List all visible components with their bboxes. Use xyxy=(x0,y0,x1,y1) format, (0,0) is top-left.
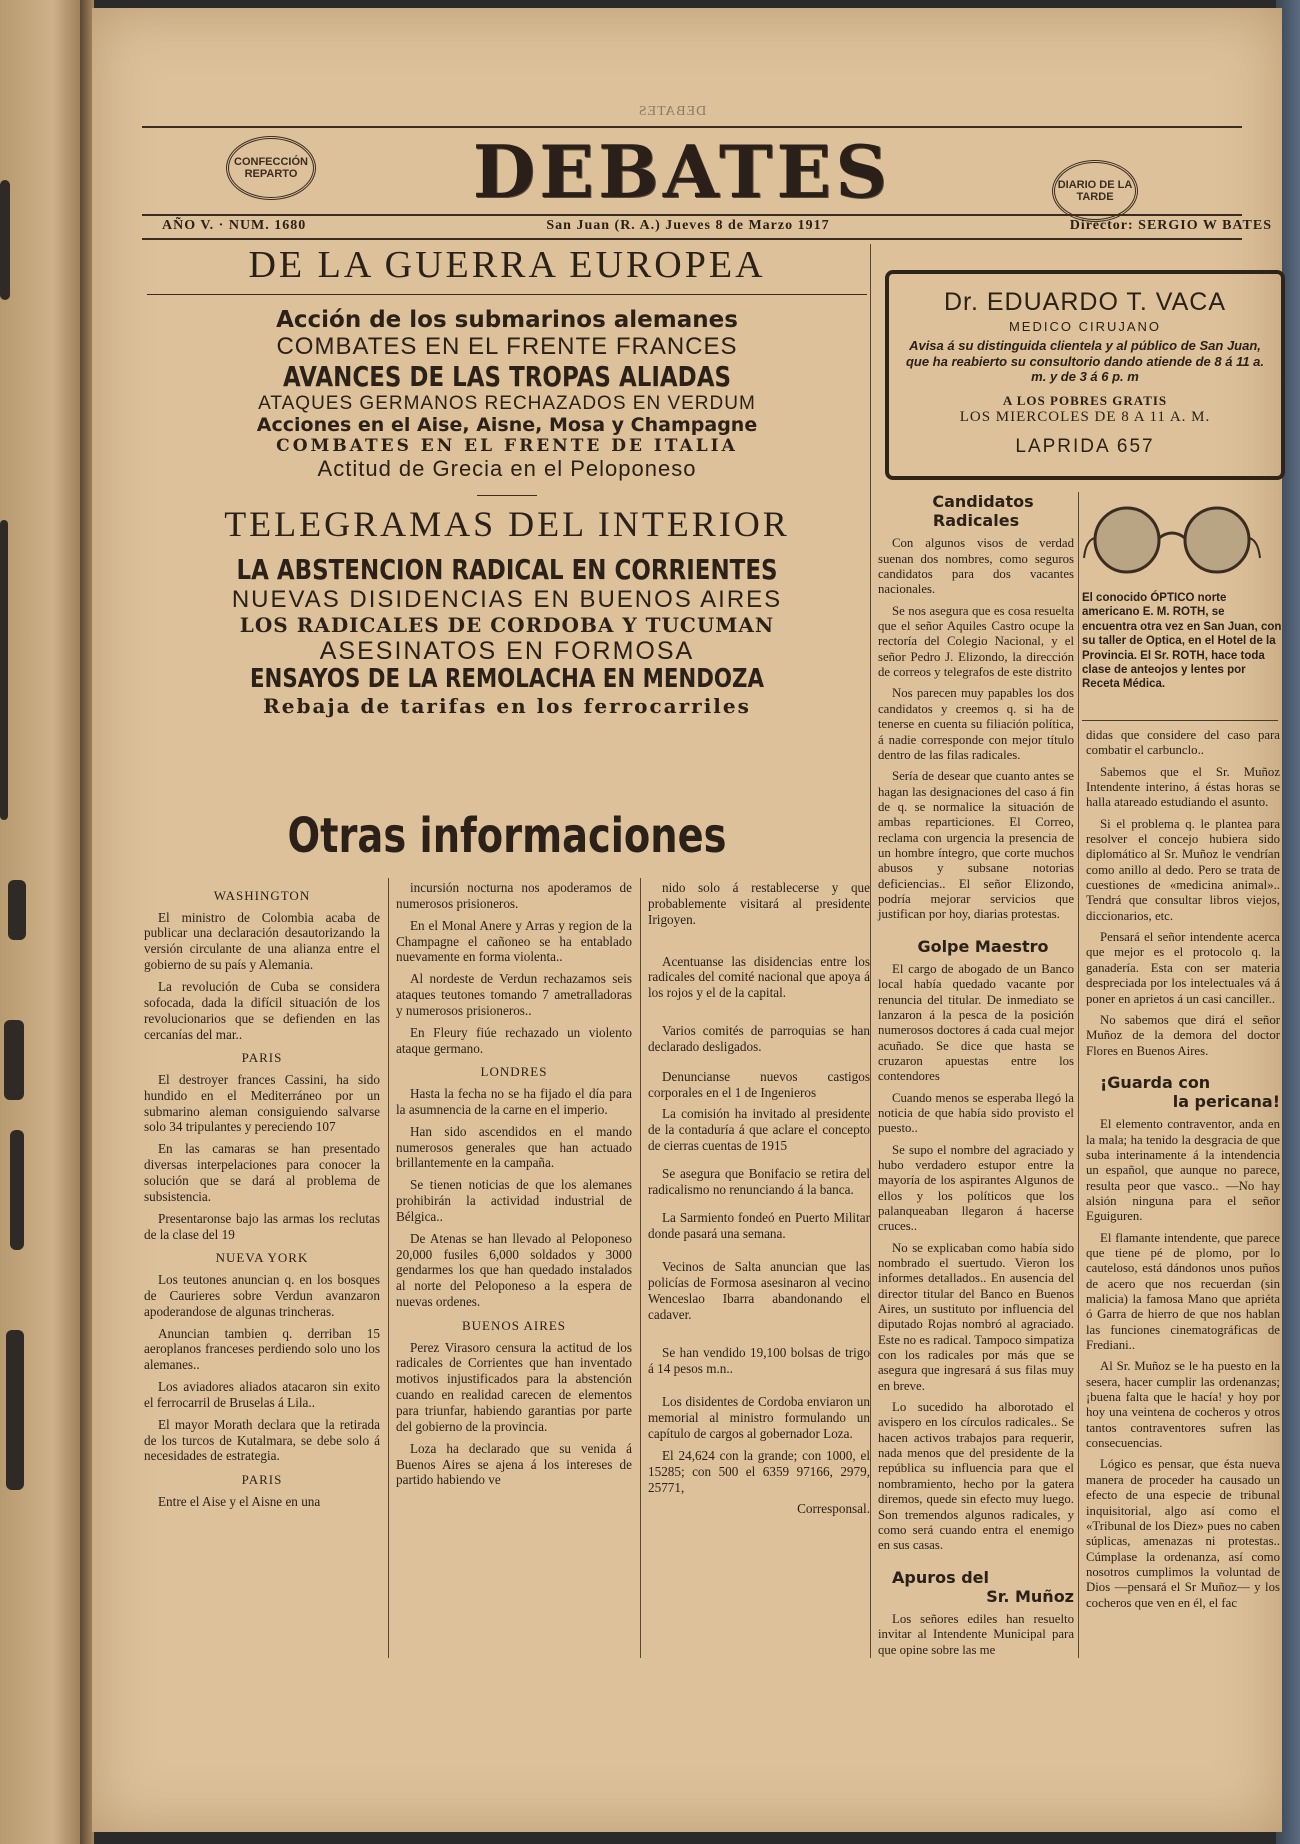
headline: ATAQUES GERMANOS RECHAZADOS EN VERDUM xyxy=(258,392,756,414)
headline: COMBATES EN EL FRENTE FRANCES xyxy=(276,333,738,361)
paragraph: No sabemos que dirá el señor Muñoz de la demora del doctor Flores en Buenos Aires. xyxy=(1086,1012,1280,1058)
newspaper-title: DEBATES xyxy=(472,129,892,214)
dateline-heading: PARIS xyxy=(241,1050,283,1066)
ad-schedule: LOS MIERCOLES DE 8 A 11 A. M. xyxy=(959,408,1211,425)
dateline-heading: LONDRES xyxy=(480,1064,548,1080)
paragraph: La comisión ha invitado al presidente de la contaduría á que aclare el concepto de cierras cuentas de 1915 xyxy=(648,1106,870,1154)
paragraph: No se explicaban como había sido nombrado el suertudo. Vieron los informes detallados.. En ausencia del director titular del Banco en Buenos Aires, un sustituto por influencia del diputado Rojas nombró al agraciado. Este no es radical. Tampoco simpatiza con los radicales por más que se asegura que ingresará á sus filas muy en breve. xyxy=(878,1240,1074,1393)
headline: LOS RADICALES DE CORDOBA Y TUCUMAN xyxy=(239,612,775,637)
paragraph: Se tienen noticias de que los alemanes prohibirán la actividad industrial de Bélgica.. xyxy=(396,1177,632,1224)
news-column-5 xyxy=(1086,728,1280,1617)
paragraph: Pensará el señor intendente acerca que mejor es el protocolo q. la ganadería. Esta con ser materia despreciada por los intelectuales vá á poner en aprietos á un casi canciller.. xyxy=(1086,930,1280,1006)
paragraph: Sería de desear que cuanto antes se hagan las designaciones del caso á fin de q. se normalice la situación de ambas reparticiones. El Correo, reclama con urgencia la presencia de un hombre íntegro, que corte muchos abusos y subsane notorias deficiencias.. El señor Elizondo, podría mejorar servicios que justifican por hoy, diarias protestas. xyxy=(878,769,1074,922)
paragraph: De Atenas se han llevado al Peloponeso 20,000 fusiles 6,000 soldados y 3000 gendarmes los que han quedado instalados al norte del Peloponeso a la espera de nuevas ordenes. xyxy=(396,1230,632,1310)
paragraph: Con algunos visos de verdad suenan dos nombres, como seguros candidatos para dos vacantes nacionales. xyxy=(878,536,1074,597)
headline: Acciones en el Aise, Aisne, Mosa y Champagne xyxy=(256,413,758,436)
paragraph: Los señores ediles han resuelto invitar al Intendente Municipal para que opine sobre las me xyxy=(878,1611,1074,1657)
doctor-advertisement xyxy=(885,270,1285,480)
paragraph: incursión nocturna nos apoderamos de numerosos prisioneros. xyxy=(396,880,632,911)
ad-profession: MEDICO CIRUJANO xyxy=(1008,319,1162,334)
paragraph: Vecinos de Salta anuncian que las policías de Formosa asesinaron al vecino Wenceslao Ibarra abandonando el cadaver. xyxy=(648,1259,870,1322)
ad-separator xyxy=(1082,720,1278,721)
article-heading: Apuros del xyxy=(892,1567,989,1587)
paragraph: Lógico es pensar, que ésta nueva manera de proceder ha causado un efecto de una especie de tribunal inquisitorial, algo así como el «Tribunal de los Diez» pues no caben súplicas, amenazas ni protestas.. Cúmplase la ordenanza, así como nosotros cumplimos la voluntad de Dios —pensará el Sr Muñoz— y los cocheros que ven en él, el fac xyxy=(1086,1457,1280,1610)
paragraph: Se supo el nombre del agraciado y hubo verdadero estupor entre la mayoría de los aspirantes Algunos de ellos y los políticos que los palanqueaban llegaron á hacerse cruces.. xyxy=(878,1142,1074,1234)
article-heading: Golpe Maestro xyxy=(917,936,1049,956)
otras-informaciones-heading: Otras informaciones xyxy=(287,808,727,864)
paragraph: Entre el Aise y el Aisne en una xyxy=(158,1493,321,1509)
paragraph: El mayor Morath declara que la retirada de los turcos de Kutalmara, se debe solo á necesidades de estrategia. xyxy=(144,1416,380,1464)
dateline-bottom-rule xyxy=(142,238,1242,240)
paragraph: Perez Virasoro censura la actitud de los radicales de Corrientes que han inventado motivos injustificados para la abstención cuando en realidad carecen de elementos para triunfar, habiendo garantias por parte del gobierno de la provincia. xyxy=(396,1339,632,1434)
paragraph: Al nordeste de Verdun rechazamos seis ataques teutones tomando 7 ametralladoras y numerosos prisioneros.. xyxy=(396,971,632,1018)
paragraph: Varios comités de parroquias se han declarado desligados. xyxy=(648,1023,870,1054)
section-title-war: DE LA GUERRA EUROPEA xyxy=(248,244,766,286)
paragraph: La Sarmiento fondeó en Puerto Militar donde pasará una semana. xyxy=(648,1209,870,1241)
dateline-heading: PARIS xyxy=(241,1472,283,1488)
newspaper-page xyxy=(92,8,1282,1832)
paragraph: Sabemos que el Sr. Muñoz Intendente interino, á éstas horas se halla atareado estudiando el asunto. xyxy=(1086,764,1280,810)
headline: ENSAYOS DE LA REMOLACHA EN MENDOZA xyxy=(249,664,765,695)
paragraph: Se han vendido 19,100 bolsas de trigo á 14 pesos m.n.. xyxy=(648,1344,870,1376)
paragraph: En las camaras se han presentado diversas interpelaciones para conocer la solución que se dará al problema de subsistencia. xyxy=(144,1141,380,1204)
paragraph: didas que considere del caso para combatir el carbunclo.. xyxy=(1086,728,1280,758)
paragraph: Hasta la fecha no se ha fijado el día para la asumnencia de la carne en el imperio. xyxy=(396,1086,632,1117)
headline: AVANCES DE LAS TROPAS ALIADAS xyxy=(282,359,732,393)
right-seal: DIARIO DE LA TARDE xyxy=(1052,160,1138,222)
article-heading: Sr. Muñoz xyxy=(986,1586,1074,1606)
paragraph: Se asegura que Bonifacio se retira del radicalismo no renunciando á la banca. xyxy=(648,1165,870,1197)
section-title-interior: TELEGRAMAS DEL INTERIOR xyxy=(224,504,790,545)
paragraph: Los teutones anuncian q. en los bosques de Caurieres sobre Verdun avanzaron apoderandose de algunas trincheras. xyxy=(144,1271,380,1319)
article-heading: Candidatos Radicales xyxy=(932,492,1034,531)
article-heading: ¡Guarda con xyxy=(1100,1072,1211,1092)
war-headlines xyxy=(147,244,867,718)
news-column-3 xyxy=(648,880,870,1523)
paragraph: Los disidentes de Cordoba enviaron un memorial al ministro formulando un capítulo de cargos al gobernador Loza. xyxy=(648,1394,870,1442)
dateline-heading: BUENOS AIRES xyxy=(461,1318,567,1333)
column-divider xyxy=(388,878,389,1658)
column-divider xyxy=(640,878,641,1658)
paragraph: En Fleury fiúe rechazado un violento ataque germano. xyxy=(396,1024,632,1056)
news-column-4 xyxy=(878,492,1074,1664)
paragraph: Loza ha declarado que su venida á Buenos Aires se ajena á los intereses de partido habiendo ve xyxy=(396,1440,632,1488)
paragraph: Acentuanse las disidencias entre los radicales del comité nacional que apoya á los rojos y el de la capital. xyxy=(648,953,870,1001)
paragraph: Anuncian tambien q. derriban 15 aeroplanos franceses perdiendo solo uno los alemanes.. xyxy=(144,1325,380,1373)
adjacent-page-edge xyxy=(0,0,88,1844)
optician-ad-text: El conocido ÓPTICO norte americano E. M. ROTH, se encuentra otra vez en San Juan, con su taller de Optica, en el Hotel de la Provincia. El Sr. ROTH, hace toda clase de anteojos y lentes por Receta Médica. xyxy=(1082,592,1282,691)
paragraph: Lo sucedido ha alborotado el avispero en los círculos radicales.. Se hacen activos trabajos para requerir, nada menos que del presidente de la república su influencia para que el nombramiento, hecho por la gatera diremos, quede sin efecto muy luego. Son tremendos algunos radicales, y como será cuando entra el enemigo en sus casas. xyxy=(878,1400,1074,1553)
signature: Corresponsal. xyxy=(797,1501,870,1517)
paragraph: El cargo de abogado de un Banco local había quedado vacante por renuncia del titular. De inmediato se lanzaron á la pesca de la posición numerosos doctores á cada cual mejor acuñado. Se dice que hasta se cruzaron apuestas entre los contendores xyxy=(878,961,1074,1084)
dateline-top-rule xyxy=(142,214,1242,216)
headline: COMBATES EN EL FRENTE DE ITALIA xyxy=(276,435,738,456)
paragraph: nido solo á restablecerse y que probablemente visitará al presidente Irigoyen. xyxy=(648,880,870,927)
ad-body: Avisa á su distinguida clientela y al público de San Juan, que ha reabierto su consultorio dando atiende de 8 á 11 a. m. y de 3 á 6 p. m xyxy=(905,338,1265,385)
headline: Rebaja de tarifas en los ferrocarriles xyxy=(263,694,751,719)
top-rule xyxy=(142,126,1242,128)
dateline xyxy=(162,218,1272,234)
paragraph: Denuncianse nuevos castigos corporales en el 1 de Ingenieros xyxy=(648,1068,870,1100)
paragraph: El ministro de Colombia acaba de publicar una declaración desautorizando la versión circulante de una alianza entre el gobierno de su país y Alemania. xyxy=(144,909,380,973)
paragraph: Han sido ascendidos en el mando numerosos generales que han actuado brillantemente en la campaña. xyxy=(396,1123,632,1171)
paragraph: La revolución de Cuba se considera sofocada, dada la difícil situación de los revolucionarios que se defienden en las cercanías del mar.. xyxy=(144,978,380,1042)
eyeglasses-icon xyxy=(1082,498,1262,578)
paragraph: El elemento contraventor, anda en la mala; ha tenido la desgracia de que suba interinamente á la intendencia un español, que aunque no parece, resulta peor que vasco.. —No hay alsión ninguna para el señor Eguiguren. xyxy=(1086,1117,1280,1224)
column-divider xyxy=(870,244,871,1658)
headline: ASESINATOS EN FORMOSA xyxy=(319,636,695,665)
paragraph: Cuando menos se esperaba llegó la noticia de que había sido provisto el puesto.. xyxy=(878,1090,1074,1136)
left-seal: CONFECCIÓN REPARTO xyxy=(226,136,316,200)
article-heading: la pericana! xyxy=(1172,1092,1280,1112)
news-column-1 xyxy=(144,880,380,1516)
mirrored-text: DEBATES xyxy=(637,104,707,119)
ad-address: LAPRIDA 657 xyxy=(1015,435,1155,457)
director: Director: SERGIO W BATES xyxy=(1069,218,1272,233)
headline: Acción de los submarinos alemanes xyxy=(276,306,738,333)
ad-free-note: A LOS POBRES GRATIS xyxy=(1002,392,1168,408)
column-divider xyxy=(1078,492,1079,1658)
paragraph: En el Monal Anere y Arras y region de la Champagne el cañoneo se ha entablado nuevamente en forma violenta.. xyxy=(396,917,632,965)
headline: LA ABSTENCION RADICAL EN CORRIENTES xyxy=(236,552,778,586)
paragraph: Si el problema q. le plantea para resolver el concejo hubiera sido diplomático al Sr. Muñoz le vendrían como anillo al dedo. Pero se trata de cuestiones de «medicina animal».. Tendrá que consultar libros viejos, diccionarios, etc. xyxy=(1086,816,1280,923)
optician-advertisement xyxy=(1082,498,1282,692)
headline: Actitud de Grecia en el Peloponeso xyxy=(317,456,697,482)
paragraph: El destroyer frances Cassini, ha sido hundido en el Mediterráneo por un submarino aleman consiguiendo salvarse solo 34 tripulantes y pereciendo 107 xyxy=(144,1071,380,1135)
dateline-heading: WASHINGTON xyxy=(213,888,311,903)
place-date: San Juan (R. A.) Jueves 8 de Marzo 1917 xyxy=(546,218,830,233)
news-column-2 xyxy=(396,880,632,1494)
paragraph: Al Sr. Muñoz se le ha puesto en la sesera, hacer cumplir las ordenanzas; ¡buena falta que le hacía! y hoy por hoy una veintena de cocheros y otros tantos contraventores sufren las consecuencias. xyxy=(1086,1359,1280,1451)
dateline-heading: NUEVA YORK xyxy=(215,1250,309,1266)
issue-number: AÑO V. · NUM. 1680 xyxy=(162,218,307,233)
paragraph: Presentaronse bajo las armas los reclutas de la clase del 19 xyxy=(144,1210,380,1242)
headline: NUEVAS DISIDENCIAS EN BUENOS AIRES xyxy=(231,586,783,614)
paragraph: Se nos asegura que es cosa resuelta que el señor Aquiles Castro ocupe la rectoría del Colegio Nacional, y el señor Pedro J. Elizondo, la dirección de correos y telegrafos de este distrito xyxy=(878,603,1074,680)
paragraph: Nos parecen muy papables los dos candidatos y creemos q. si ha de tenerse en cuenta su filiación política, á nadie corresponde con mejor título dentro de las filas radicales. xyxy=(878,686,1074,762)
paragraph: El flamante intendente, que parece que tiene pé de plomo, por lo cauteloso, está dándonos unos puños de acero que nos recuerdan (sin malicia) la famosa Mano que apriéta ó Garra de hierro de que nos hablan las funciones cinematográficas de Frediani.. xyxy=(1086,1230,1280,1353)
paragraph: Los aviadores aliados atacaron sin exito el ferrocarril de Bruselas á Lila.. xyxy=(144,1379,380,1410)
paragraph: El 24,624 con la grande; con 1000, el 15285; con 500 el 6359 97166, 2979, 25771, xyxy=(648,1447,870,1495)
ad-doctor-name: Dr. EDUARDO T. VACA xyxy=(943,288,1226,316)
